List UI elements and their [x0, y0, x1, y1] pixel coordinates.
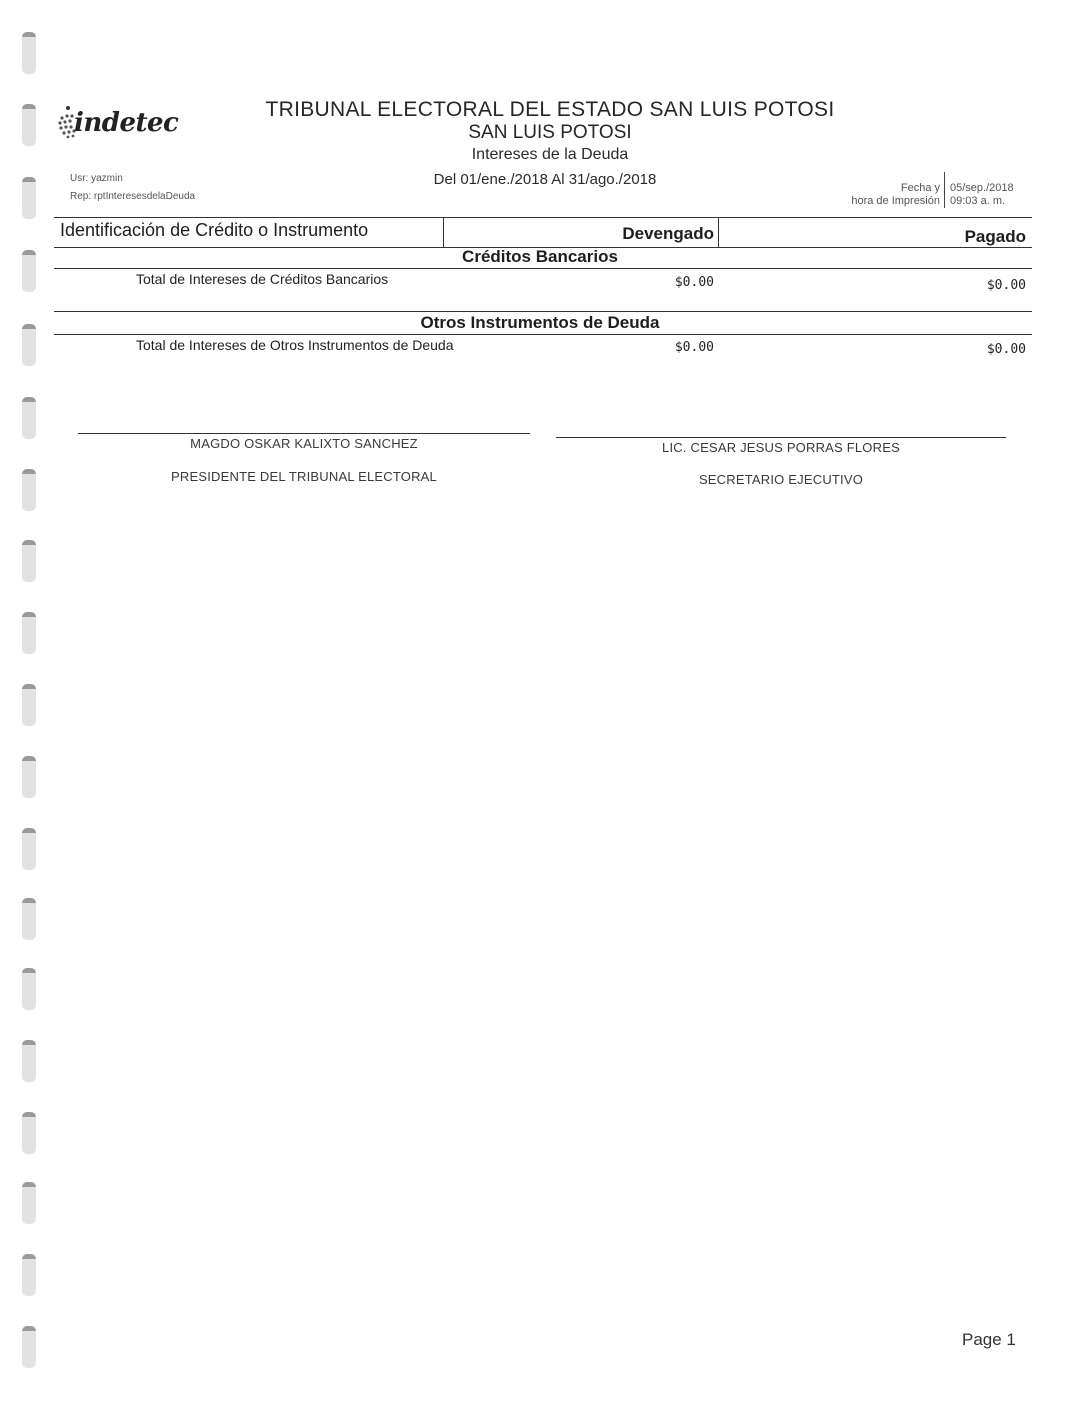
binder-hole	[22, 469, 36, 511]
datetime-separator	[944, 172, 945, 208]
total-devengado: $0.00	[674, 275, 714, 290]
signature-line	[78, 433, 530, 434]
fecha-label: Fecha y	[900, 182, 940, 194]
report-title: TRIBUNAL ELECTORAL DEL ESTADO SAN LUIS POTOSI	[265, 98, 835, 121]
date-range: Del 01/ene./2018 Al 31/ago./2018	[433, 171, 657, 188]
report-subtitle: SAN LUIS POTOSI	[468, 122, 632, 143]
total-row-label: Total de Intereses de Créditos Bancarios	[136, 271, 389, 287]
signer-name: LIC. CESAR JESUS PORRAS FLORES	[662, 440, 900, 455]
binder-hole	[22, 828, 36, 870]
binder-hole	[22, 684, 36, 726]
signer-role: PRESIDENTE DEL TRIBUNAL ELECTORAL	[171, 469, 437, 484]
section-rule	[54, 311, 1032, 312]
binder-hole	[22, 32, 36, 74]
user-label: Usr: yazmin	[70, 173, 123, 184]
print-datetime-labels	[820, 182, 940, 208]
binder-hole	[22, 1040, 36, 1082]
page-number: Page 1	[962, 1330, 1016, 1349]
column-divider	[443, 217, 444, 247]
binder-hole	[22, 324, 36, 366]
section-title: Otros Instrumentos de Deuda	[420, 313, 660, 332]
section-rule	[54, 334, 1032, 335]
binder-hole	[22, 898, 36, 940]
binder-hole	[22, 250, 36, 292]
indetec-logo	[56, 102, 196, 146]
binder-hole	[22, 540, 36, 582]
total-pagado: $0.00	[986, 342, 1026, 357]
binder-hole	[22, 612, 36, 654]
binder-hole	[22, 1112, 36, 1154]
hora-label: hora de Impresión	[851, 195, 940, 207]
binder-hole	[22, 1254, 36, 1296]
signer-role: SECRETARIO EJECUTIVO	[698, 472, 864, 487]
total-devengado: $0.00	[674, 340, 714, 355]
binder-hole	[22, 756, 36, 798]
signer-name: MAGDO OSKAR KALIXTO SANCHEZ	[190, 436, 418, 451]
total-pagado: $0.00	[986, 278, 1026, 293]
hora-value: 09:03 a. m.	[950, 195, 1006, 207]
section-title: Créditos Bancarios	[462, 247, 618, 266]
column-header-pagado: Pagado	[964, 227, 1026, 246]
section-rule	[54, 268, 1032, 269]
signature-line	[556, 437, 1006, 438]
binder-hole	[22, 1182, 36, 1224]
total-row-label: Total de Intereses de Otros Instrumentos de Deuda	[136, 337, 454, 353]
binder-hole	[22, 1326, 36, 1368]
binder-hole	[22, 177, 36, 219]
column-header-devengado: Devengado	[622, 224, 714, 243]
fecha-value: 05/sep./2018	[950, 182, 1014, 194]
binder-holes	[22, 32, 40, 1382]
column-divider	[718, 218, 719, 248]
column-header-ident: Identificación de Crédito o Instrumento	[60, 220, 369, 240]
binder-hole	[22, 397, 36, 439]
logo-wordmark: indetec	[74, 108, 179, 138]
report-name: Intereses de la Deuda	[471, 146, 629, 163]
print-datetime-values	[950, 182, 1030, 208]
report-id-label: Rep: rptInteresesdelaDeuda	[70, 191, 196, 202]
binder-hole	[22, 104, 36, 146]
binder-hole	[22, 968, 36, 1010]
